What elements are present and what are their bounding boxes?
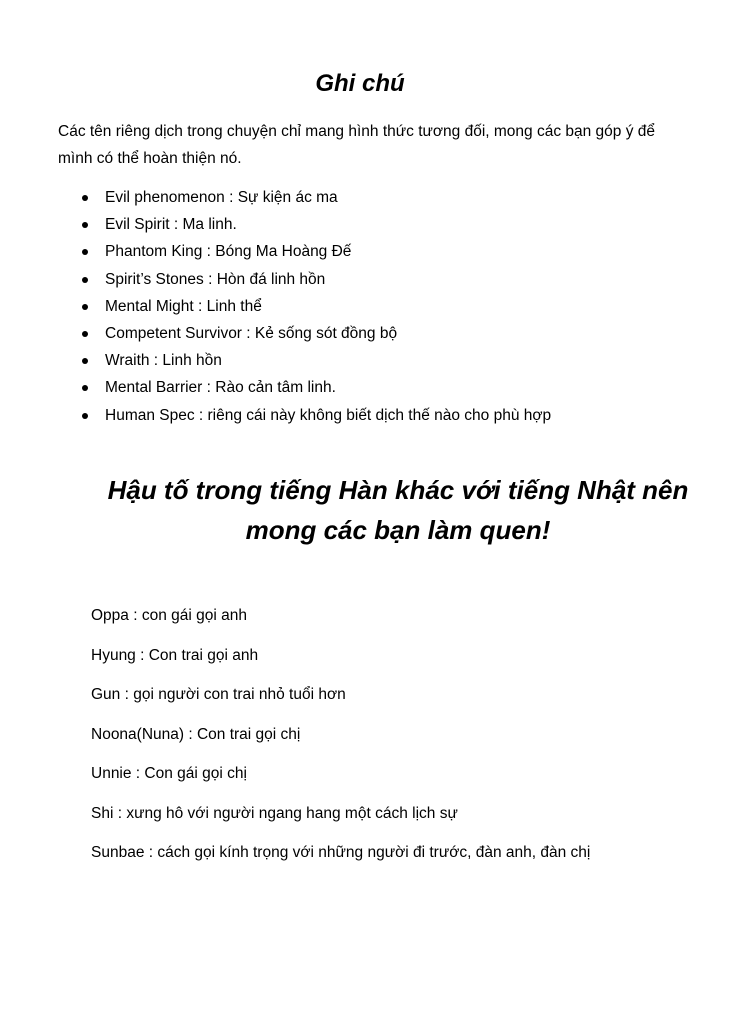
glossary-item <box>0 347 700 374</box>
glossary-item-text: Evil phenomenon : Sự kiện ác ma <box>105 189 338 206</box>
bullet-icon <box>82 358 88 364</box>
intro-paragraph: Các tên riêng dịch trong chuyện chỉ mang hình thức tương đối, mong các bạn góp ý để mình có thể hoàn thiện nó. <box>58 123 656 167</box>
bullet-icon <box>82 222 88 228</box>
glossary-item-text: Spirit’s Stones : Hòn đá linh hồn <box>105 270 326 288</box>
honorifics-list <box>91 600 711 877</box>
honorific-item: Shi : xưng hô với người ngang hang một cách lịch sự <box>91 804 458 822</box>
section-heading-line-1: Hậu tố trong tiếng Hàn khác với tiếng Nhật nên <box>107 475 689 505</box>
glossary-item <box>0 293 700 320</box>
glossary-item <box>0 238 700 265</box>
bullet-icon <box>82 277 88 283</box>
honorific-item: Gun : gọi người con trai nhỏ tuổi hơn <box>91 686 346 703</box>
bullet-icon <box>82 413 88 419</box>
glossary-item <box>0 266 700 293</box>
section-heading <box>0 470 736 550</box>
glossary-item <box>0 374 700 401</box>
glossary-item <box>0 402 700 429</box>
glossary-item <box>0 320 700 347</box>
honorific-item: Sunbae : cách gọi kính trọng với những người đi trước, đàn anh, đàn chị <box>91 844 591 861</box>
bullet-icon <box>82 195 88 201</box>
glossary-item-text: Competent Survivor : Kẻ sống sót đồng bộ <box>105 324 398 342</box>
bullet-icon <box>82 331 88 337</box>
glossary-list <box>0 184 700 429</box>
glossary-item-text: Evil Spirit : Ma linh. <box>105 216 237 234</box>
glossary-item-text: Wraith : Linh hồn <box>105 352 222 370</box>
honorific-item: Noona(Nuna) : Con trai gọi chị <box>91 725 301 743</box>
page-title: Ghi chú <box>315 70 405 97</box>
section-heading-line-2: mong các bạn làm quen! <box>245 515 551 545</box>
glossary-item <box>0 184 700 211</box>
bullet-icon <box>82 304 88 310</box>
glossary-item-text: Mental Barrier : Rào cản tâm linh. <box>105 379 336 397</box>
glossary-item-text: Phantom King : Bóng Ma Hoàng Đế <box>105 243 352 261</box>
glossary-item <box>0 211 700 238</box>
glossary-item-text: Mental Might : Linh thể <box>105 297 262 315</box>
bullet-icon <box>82 385 88 391</box>
honorific-item: Oppa : con gái gọi anh <box>91 607 247 624</box>
bullet-icon <box>82 249 88 255</box>
honorific-item: Hyung : Con trai gọi anh <box>91 646 259 664</box>
glossary-item-text: Human Spec : riêng cái này không biết dịch thế nào cho phù hợp <box>105 406 552 424</box>
honorific-item: Unnie : Con gái gọi chị <box>91 765 247 782</box>
